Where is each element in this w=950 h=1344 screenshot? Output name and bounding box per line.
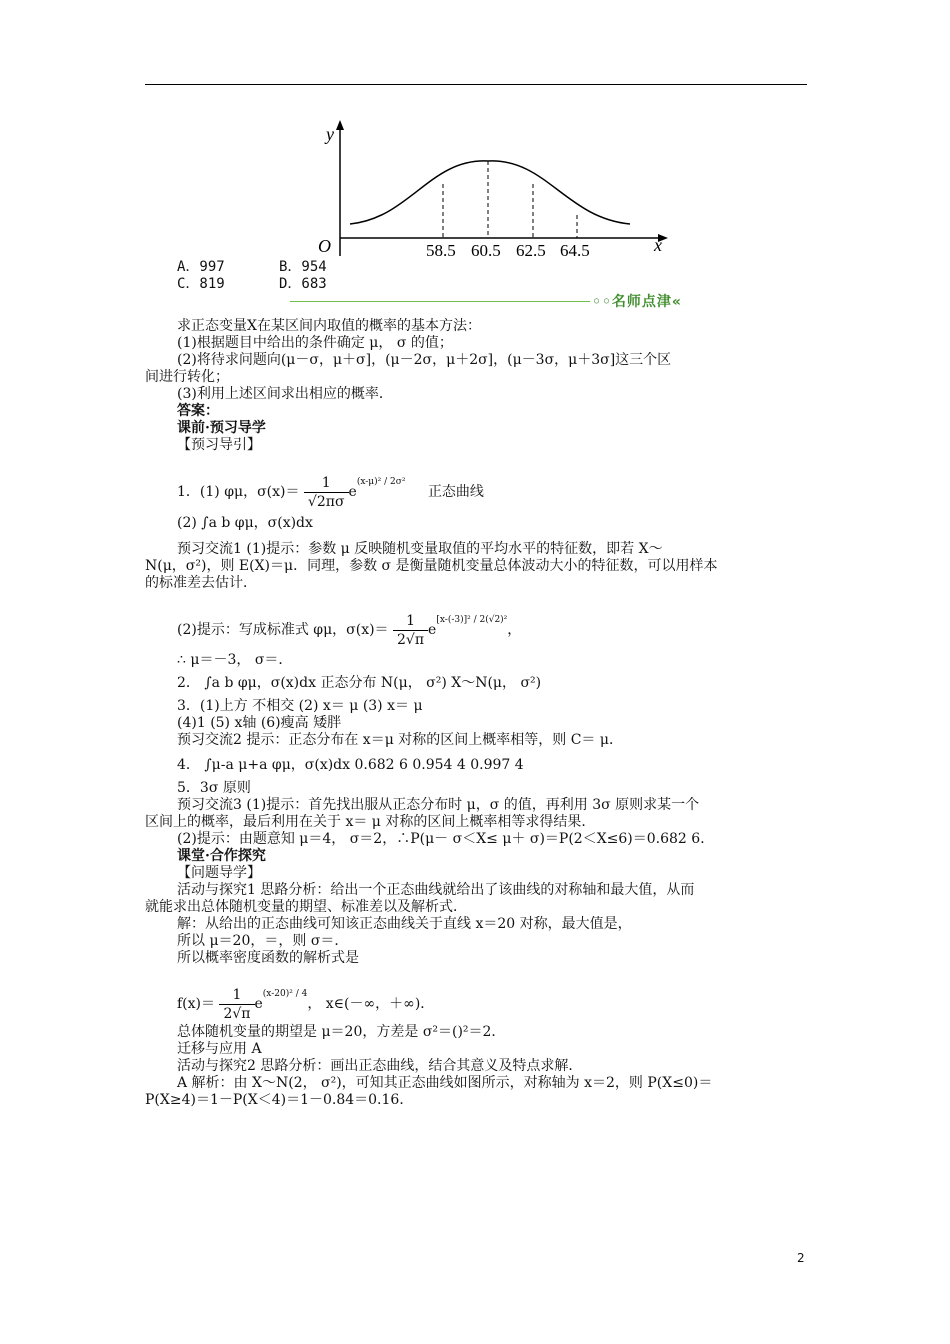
choice-d: D．683 <box>279 276 327 292</box>
method-line-3: (2)将待求问题向(μ－σ，μ＋σ]，(μ－2σ，μ＋2σ]，(μ－3σ，μ＋3σ]这三个区 <box>177 352 672 368</box>
formula-1-exp: (x-μ)² / 2σ² <box>356 477 406 487</box>
normal-curve <box>350 161 630 224</box>
exchange-3-line-2: 区间上的概率，最后利用在关于 x＝ μ 对称的区间上概率相等求得结果． <box>145 814 596 830</box>
item-3-cont: (4)1 (5) x轴 (6)瘦高 矮胖 <box>177 715 342 731</box>
formula-1-num: 1 <box>304 474 349 493</box>
origin-label: O <box>318 236 331 256</box>
transfer-1: 迁移与应用 A <box>177 1041 262 1057</box>
formula-2-exp: [x-(-3)]² / 2(√2)² <box>436 615 508 625</box>
formula-1-den: √2πσ <box>307 493 345 510</box>
exchange-3-line-1: 预习交流3 (1)提示：首先找出服从正态分布时 μ，σ 的值，再利用 3σ 原则求某一个 <box>177 797 700 813</box>
activity-1-line-2: 就能求出总体随机变量的期望、标准差以及解析式． <box>145 899 467 915</box>
item-2: 2． ∫a b φμ，σ(x)dx 正态分布 N(μ， σ²) X～N(μ， σ²) <box>177 675 542 691</box>
section-class: 课堂·合作探究 <box>177 848 266 864</box>
density-formula-lead: f(x)＝ <box>177 996 216 1012</box>
page-number: 2 <box>797 1251 805 1265</box>
banner-label: ◦◦名师点津« <box>592 294 682 310</box>
activity-2-line-3: P(X≥4)＝1－P(X＜4)＝1－0.84＝0.16． <box>145 1092 414 1108</box>
formula-2-den: 2√π <box>397 631 425 648</box>
item-5: 5．3σ 原则 <box>177 780 251 796</box>
exchange-1-formula-row <box>177 598 522 648</box>
activity-1-solution-1: 解：从给出的正态曲线可知该正态曲线关于直线 x＝20 对称，最大值是， <box>177 916 632 932</box>
tick-62-5: 62.5 <box>516 241 546 260</box>
y-axis-label: y <box>326 124 334 144</box>
activity-1-conclusion: 总体随机变量的期望是 μ＝20，方差是 σ²＝()²＝2． <box>177 1024 506 1040</box>
tick-64-5: 64.5 <box>560 241 590 260</box>
banner-line <box>290 301 590 302</box>
activity-1-solution-3: 所以概率密度函数的解析式是 <box>177 950 359 966</box>
choice-c: C．819 <box>177 276 225 292</box>
tick-60-5: 60.5 <box>471 241 501 260</box>
formula-2-frac <box>393 612 428 649</box>
section-preview: 课前·预习导学 <box>177 420 266 436</box>
activity-2-line-1: 活动与探究2 思路分析：画出正态曲线，结合其意义及特点求解． <box>177 1058 583 1074</box>
formula-2-base: e <box>428 622 437 638</box>
density-formula-tail: ， x∈(－∞，＋∞)． <box>307 996 435 1012</box>
choice-a: A．997 <box>177 259 225 275</box>
activity-1-solution-2: 所以 μ＝20，＝，则 σ＝． <box>177 933 349 949</box>
tick-58-5: 58.5 <box>426 241 456 260</box>
exchange-1-line-3: 的标准差去估计． <box>145 575 257 591</box>
formula-3-den: 2√π <box>223 1005 251 1022</box>
exchange-1-line-1: 预习交流1 (1)提示：参数 μ 反映随机变量取值的平均水平的特征数，即若 X～ <box>177 541 663 557</box>
item-4: 4． ∫μ-a μ+a φμ，σ(x)dx 0.682 6 0.954 4 0.997 4 <box>177 757 524 773</box>
activity-2-line-2: A 解析：由 X～N(2， σ²)，可知其正态曲线如图所示，对称轴为 x＝2，则 P(X≤0)＝ <box>177 1075 713 1091</box>
method-line-5: (3)利用上述区间求出相应的概率． <box>177 386 393 402</box>
formula-3-exp: (x-20)² / 4 <box>262 989 308 999</box>
exchange-1-result: ∴ μ＝－3， σ＝． <box>177 652 293 668</box>
formula-1-frac <box>304 474 349 511</box>
answer-heading: 答案： <box>177 403 219 419</box>
method-line-1: 求正态变量X在某区间内取值的概率的基本方法： <box>177 318 481 334</box>
method-line-4: 间进行转化； <box>145 369 229 385</box>
exchange-1-formula-lead: (2)提示：写成标准式 φμ，σ(x)＝ <box>177 622 389 638</box>
formula-2-num: 1 <box>393 612 428 631</box>
tips-banner <box>290 290 690 312</box>
exchange-1-line-2: N(μ，σ²)，则 E(X)＝μ．同理，参数 σ 是衡量随机变量总体波动大小的特征数，可以用样本 <box>145 558 718 574</box>
formula-3-base: e <box>254 996 263 1012</box>
item-1-row <box>177 460 484 510</box>
formula-1-base: e <box>348 484 357 500</box>
y-axis-arrow <box>336 120 344 130</box>
exchange-3-line-3: (2)提示：由题意知 μ＝4， σ＝2，∴P(μ－ σ＜X≤ μ＋ σ)＝P(2＜X≤6)＝0.682 6． <box>177 831 715 847</box>
activity-1-line-1: 活动与探究1 思路分析：给出一个正态曲线就给出了该曲线的对称轴和最大值，从而 <box>177 882 695 898</box>
subsection-problem-guide: 【问题导学】 <box>177 865 261 881</box>
method-line-2: (1)根据题目中给出的条件确定 μ， σ 的值； <box>177 335 453 351</box>
normal-curve-figure <box>300 118 680 268</box>
density-formula-row <box>177 972 435 1022</box>
formula-2-comma: ， <box>507 622 522 638</box>
header-rule <box>145 84 807 85</box>
formula-3-frac <box>219 986 254 1023</box>
item-3: 3．(1)上方 不相交 (2) x＝ μ (3) x＝ μ <box>177 698 423 714</box>
x-axis-label: x <box>654 235 662 255</box>
item-1-tail: 正态曲线 <box>427 484 484 500</box>
item-1-lead: 1．(1) φμ，σ(x)＝ <box>177 484 300 500</box>
choice-b: B．954 <box>279 259 327 275</box>
item-1-2: (2) ∫a b φμ，σ(x)dx <box>177 515 313 531</box>
subsection-preview-guide: 【预习导引】 <box>177 437 261 453</box>
formula-3-num: 1 <box>219 986 254 1005</box>
exchange-2: 预习交流2 提示：正态分布在 x＝μ 对称的区间上概率相等，则 C＝ μ． <box>177 732 623 748</box>
